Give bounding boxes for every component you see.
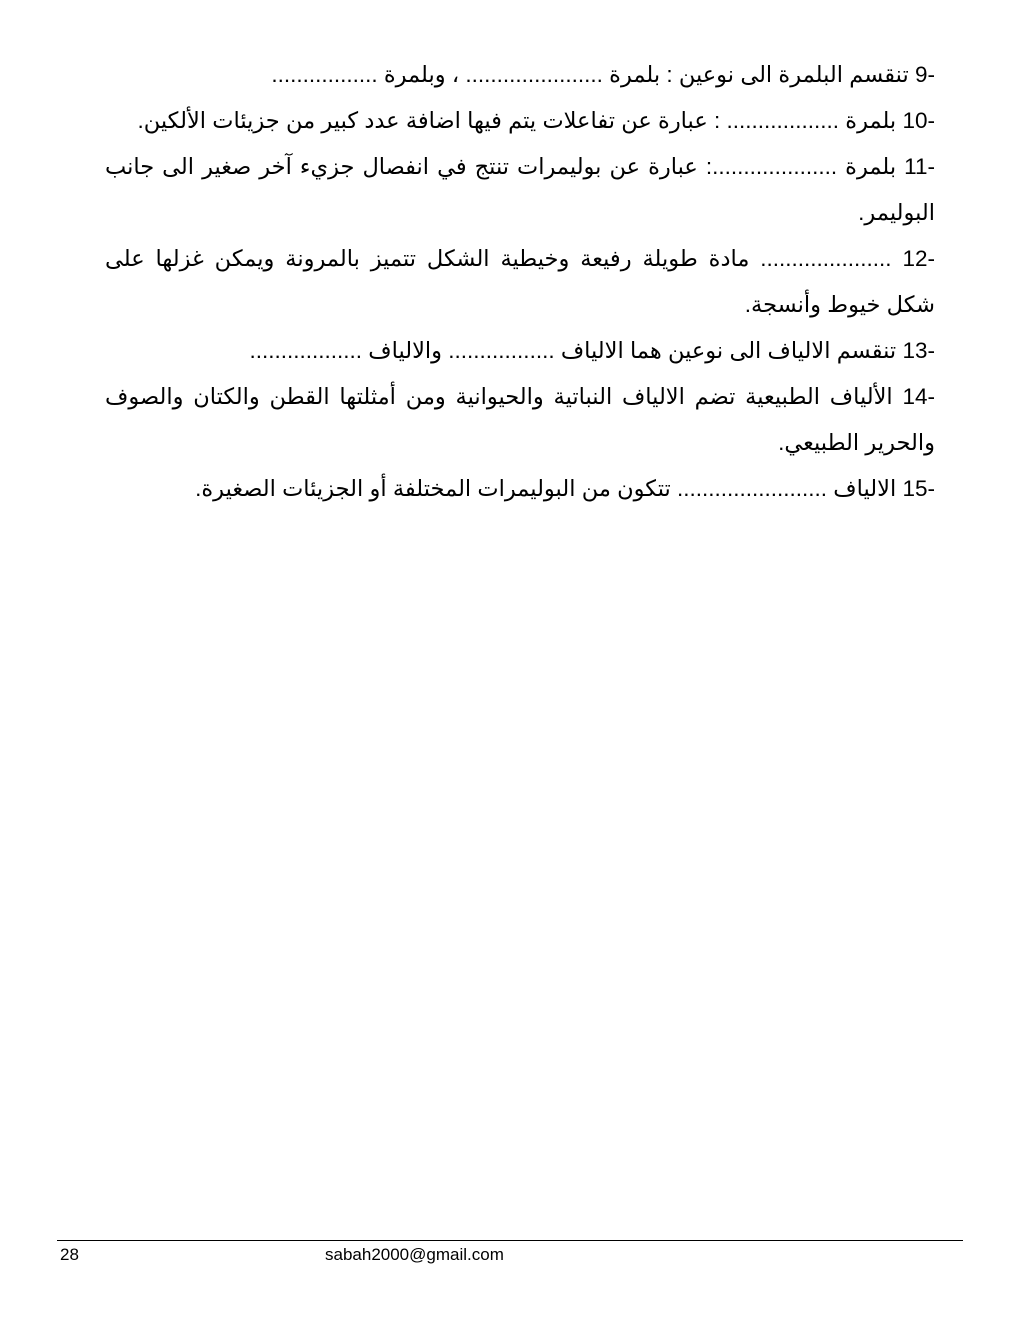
question-number: 14- [902, 384, 935, 409]
page-number: 28 [60, 1245, 79, 1264]
question-item-15 [105, 466, 935, 512]
footer-email: sabah2000@gmail.com [325, 1245, 504, 1264]
question-item-9 [105, 52, 935, 98]
question-number: 15- [902, 476, 935, 501]
footer-divider [57, 1240, 963, 1241]
question-number: 13- [902, 338, 935, 363]
question-text: بلمرة .................. : عبارة عن تفاعلات يتم فيها اضافة عدد كبير من جزيئات الألكين. [137, 108, 897, 133]
question-text: الالياف ........................ تتكون من البوليمرات المختلفة أو الجزيئات الصغيرة. [195, 476, 897, 501]
question-text: تنقسم البلمرة الى نوعين : بلمرة ...................... ، وبلمرة ................. [271, 62, 909, 87]
question-text: تنقسم الالياف الى نوعين هما الالياف ................. والالياف .................. [249, 338, 897, 363]
question-item-12 [105, 236, 935, 328]
question-text: الألياف الطبيعية تضم الالياف النباتية والحيوانية ومن أمثلتها القطن والكتان والصوف والحرير الطبيعي. [105, 384, 935, 455]
question-number: 12- [902, 246, 935, 271]
question-number: 10- [902, 108, 935, 133]
question-number: 11- [904, 154, 935, 179]
question-list [105, 52, 935, 512]
question-item-13 [105, 328, 935, 374]
question-number: 9- [914, 62, 935, 87]
question-text: بلمرة ....................: عبارة عن بوليمرات تنتج في انفصال جزيء آخر صغير الى جانب البوليمر. [105, 154, 935, 225]
question-text: ..................... مادة طويلة رفيعة وخيطية الشكل تتميز بالمرونة ويمكن غزلها على شكل خيوط وأنسجة. [105, 246, 935, 317]
question-item-10 [105, 98, 935, 144]
question-item-11 [105, 144, 935, 236]
question-item-14 [105, 374, 935, 466]
